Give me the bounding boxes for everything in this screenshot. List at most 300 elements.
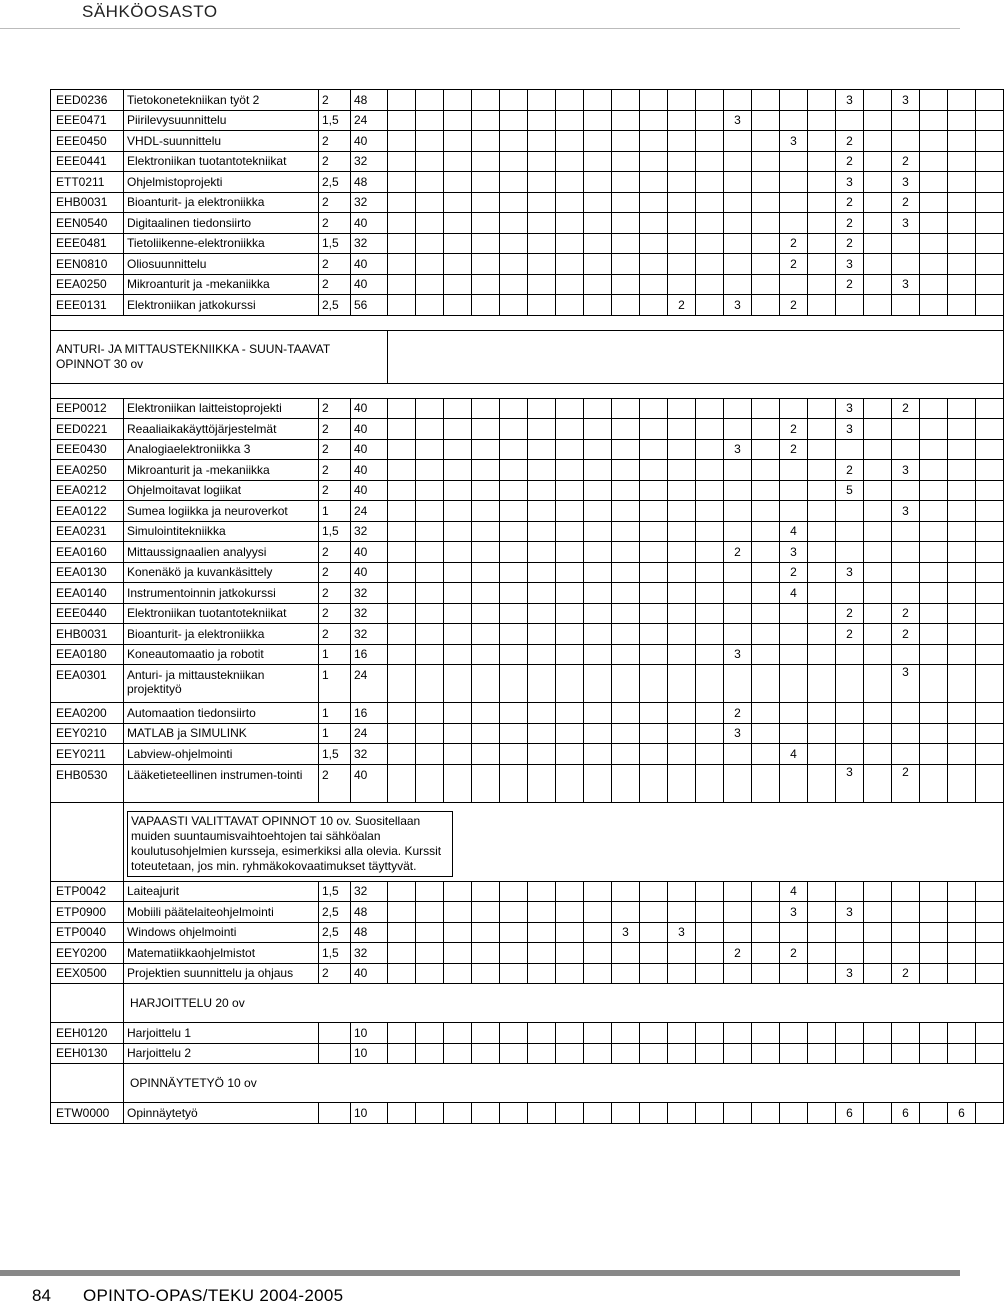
period-value [948, 703, 976, 724]
note-cell [124, 802, 1004, 881]
period-value [724, 963, 752, 984]
empty-cell [528, 1023, 556, 1044]
period-value [500, 562, 528, 583]
period-value: 2 [780, 439, 808, 460]
table-row [51, 460, 1004, 481]
empty-cell [976, 192, 1004, 213]
empty-cell [388, 665, 416, 703]
period-value [612, 521, 640, 542]
empty-cell [584, 562, 612, 583]
empty-cell [528, 963, 556, 984]
empty-cell [640, 922, 668, 943]
empty-cell [640, 254, 668, 275]
footer-band [0, 1270, 960, 1276]
empty-cell [472, 644, 500, 665]
course-code: EEE0430 [51, 439, 124, 460]
empty-cell [388, 151, 416, 172]
course-code: EEA0250 [51, 274, 124, 295]
empty-cell [808, 744, 836, 765]
empty-cell [528, 254, 556, 275]
empty-cell [584, 110, 612, 131]
period-value [836, 644, 864, 665]
empty-cell [752, 562, 780, 583]
empty-cell [416, 644, 444, 665]
empty-cell [920, 398, 948, 419]
course-code: EEY0210 [51, 723, 124, 744]
period-value [612, 1043, 640, 1064]
empty-cell [584, 963, 612, 984]
empty-cell [416, 963, 444, 984]
period-value [500, 665, 528, 703]
empty-cell [528, 213, 556, 234]
empty-cell [528, 922, 556, 943]
empty-cell [444, 439, 472, 460]
period-value [836, 501, 864, 522]
period-value: 2 [836, 213, 864, 234]
course-code: EEA0130 [51, 562, 124, 583]
period-value [500, 233, 528, 254]
course-name: Mikroanturit ja -mekaniikka [124, 460, 319, 481]
period-value [836, 665, 864, 703]
table-row [51, 624, 1004, 645]
period-value [780, 172, 808, 193]
empty-cell [976, 723, 1004, 744]
empty-cell [472, 439, 500, 460]
empty-cell [528, 603, 556, 624]
empty-cell [976, 1103, 1004, 1124]
empty-cell [976, 295, 1004, 316]
empty-cell [444, 764, 472, 802]
course-name: Instrumentoinnin jatkokurssi [124, 583, 319, 604]
empty-cell [920, 665, 948, 703]
period-value [892, 644, 920, 665]
course-hours: 40 [351, 254, 388, 275]
empty-cell [920, 922, 948, 943]
empty-cell [528, 460, 556, 481]
period-value [556, 665, 584, 703]
empty-cell [696, 501, 724, 522]
empty-cell [528, 151, 556, 172]
empty-cell [528, 501, 556, 522]
empty-cell [920, 151, 948, 172]
empty-cell [472, 922, 500, 943]
table-row [51, 521, 1004, 542]
empty-cell [584, 90, 612, 111]
empty-cell [472, 295, 500, 316]
course-hours: 40 [351, 398, 388, 419]
period-value [724, 172, 752, 193]
section-title: SÄHKÖOSASTO [82, 2, 218, 21]
spacer-cell [51, 315, 1004, 330]
empty-cell [584, 583, 612, 604]
empty-cell [808, 213, 836, 234]
sub-heading-cell [124, 984, 1004, 1023]
course-hours: 48 [351, 90, 388, 111]
empty-cell [584, 542, 612, 563]
empty-cell [388, 1023, 416, 1044]
table-row [51, 151, 1004, 172]
period-value [500, 295, 528, 316]
empty-cell [696, 233, 724, 254]
period-value [948, 943, 976, 964]
period-value [500, 764, 528, 802]
period-value [836, 583, 864, 604]
period-value [612, 501, 640, 522]
empty-cell [808, 881, 836, 902]
period-value: 2 [780, 943, 808, 964]
period-value [948, 439, 976, 460]
empty-cell [584, 764, 612, 802]
empty-cell [864, 902, 892, 923]
period-value [780, 703, 808, 724]
period-value [668, 213, 696, 234]
empty-cell [416, 213, 444, 234]
empty-cell [444, 744, 472, 765]
empty-cell [864, 624, 892, 645]
course-hours: 40 [351, 764, 388, 802]
period-value [892, 131, 920, 152]
empty-cell [696, 881, 724, 902]
period-value [948, 521, 976, 542]
period-value [724, 460, 752, 481]
empty-cell [752, 254, 780, 275]
period-value [724, 665, 752, 703]
empty-cell [584, 881, 612, 902]
empty-cell [528, 1103, 556, 1124]
course-hours: 10 [351, 1103, 388, 1124]
empty-cell [808, 460, 836, 481]
empty-cell [472, 521, 500, 542]
period-value [948, 213, 976, 234]
empty-cell [528, 583, 556, 604]
period-value [556, 1043, 584, 1064]
period-value [556, 151, 584, 172]
empty-cell [528, 419, 556, 440]
period-value [500, 172, 528, 193]
empty-cell [584, 703, 612, 724]
empty-cell [388, 90, 416, 111]
empty-cell [640, 439, 668, 460]
empty-cell [444, 723, 472, 744]
period-value [612, 233, 640, 254]
empty-cell [808, 131, 836, 152]
course-credits: 1 [319, 501, 351, 522]
course-hours: 40 [351, 480, 388, 501]
empty-cell [640, 233, 668, 254]
empty-cell [752, 501, 780, 522]
empty-cell [752, 151, 780, 172]
period-value: 6 [836, 1103, 864, 1124]
empty-cell [752, 274, 780, 295]
period-value [500, 1023, 528, 1044]
empty-cell [584, 172, 612, 193]
period-value: 2 [668, 295, 696, 316]
period-value [668, 562, 696, 583]
table-row [51, 583, 1004, 604]
empty-cell [416, 460, 444, 481]
period-value [892, 254, 920, 275]
period-value [892, 723, 920, 744]
empty-cell [528, 624, 556, 645]
empty-cell [388, 744, 416, 765]
period-value [556, 603, 584, 624]
empty-cell [388, 562, 416, 583]
empty-cell [696, 398, 724, 419]
empty-cell [584, 233, 612, 254]
period-value: 2 [892, 624, 920, 645]
empty-cell [920, 764, 948, 802]
empty-cell [752, 542, 780, 563]
period-value: 3 [724, 644, 752, 665]
empty-cell [416, 1103, 444, 1124]
table-row [51, 90, 1004, 111]
empty-cell [696, 723, 724, 744]
course-credits: 2 [319, 274, 351, 295]
empty-cell [808, 723, 836, 744]
period-value [556, 419, 584, 440]
period-value [612, 398, 640, 419]
period-value [612, 963, 640, 984]
period-value [948, 665, 976, 703]
period-value [724, 922, 752, 943]
table-row [51, 480, 1004, 501]
period-value [500, 254, 528, 275]
empty-cell [640, 398, 668, 419]
empty-cell [752, 295, 780, 316]
period-value [724, 583, 752, 604]
period-value [668, 703, 696, 724]
period-value [612, 460, 640, 481]
course-credits: 2 [319, 192, 351, 213]
empty-cell [444, 521, 472, 542]
table-row [51, 603, 1004, 624]
empty-cell [584, 419, 612, 440]
period-value: 3 [892, 213, 920, 234]
period-value [500, 603, 528, 624]
empty-cell [640, 90, 668, 111]
period-value [556, 480, 584, 501]
table-row [51, 963, 1004, 984]
period-value: 2 [780, 419, 808, 440]
period-value [724, 902, 752, 923]
course-hours: 48 [351, 922, 388, 943]
course-name: Harjoittelu 1 [124, 1023, 319, 1044]
empty-cell [808, 439, 836, 460]
period-value [668, 583, 696, 604]
course-code: EEA0122 [51, 501, 124, 522]
empty-cell [416, 172, 444, 193]
course-name: Analogiaelektroniikka 3 [124, 439, 319, 460]
empty-cell [696, 213, 724, 234]
empty-cell [416, 881, 444, 902]
empty-cell [528, 764, 556, 802]
period-value [500, 398, 528, 419]
period-value [780, 1043, 808, 1064]
empty-cell [976, 439, 1004, 460]
empty-cell [444, 254, 472, 275]
table-row [51, 192, 1004, 213]
empty-cell [416, 480, 444, 501]
empty-cell [444, 703, 472, 724]
period-value: 2 [836, 233, 864, 254]
period-value [556, 274, 584, 295]
empty-cell [976, 922, 1004, 943]
period-value [780, 603, 808, 624]
period-value: 3 [780, 542, 808, 563]
period-value [668, 172, 696, 193]
period-value [724, 254, 752, 275]
section-anturi [51, 330, 1004, 383]
course-code: EEH0120 [51, 1023, 124, 1044]
period-value [668, 439, 696, 460]
period-value [948, 922, 976, 943]
empty-cell [920, 881, 948, 902]
empty-cell [696, 624, 724, 645]
course-code: EEA0231 [51, 521, 124, 542]
header-divider [0, 28, 960, 29]
course-credits: 2,5 [319, 922, 351, 943]
course-code: EEA0140 [51, 583, 124, 604]
course-name: Anturi- ja mittaustekniikan projektityö [124, 665, 319, 703]
empty-cell [752, 764, 780, 802]
empty-cell [976, 902, 1004, 923]
period-value [780, 922, 808, 943]
period-value [612, 131, 640, 152]
course-code: EHB0530 [51, 764, 124, 802]
course-hours: 56 [351, 295, 388, 316]
course-name: Matematiikkaohjelmistot [124, 943, 319, 964]
empty-cell [640, 562, 668, 583]
course-credits: 2,5 [319, 172, 351, 193]
period-value [780, 1023, 808, 1044]
empty-cell [472, 583, 500, 604]
period-value [612, 172, 640, 193]
period-value [500, 439, 528, 460]
empty-cell [696, 583, 724, 604]
empty-cell [528, 902, 556, 923]
table-row [51, 1103, 1004, 1124]
course-hours: 48 [351, 172, 388, 193]
course-code: ETP0900 [51, 902, 124, 923]
empty-cell [752, 233, 780, 254]
period-value: 2 [892, 192, 920, 213]
period-value [612, 902, 640, 923]
period-value: 3 [612, 922, 640, 943]
empty-cell [696, 764, 724, 802]
empty-cell [472, 90, 500, 111]
course-hours: 48 [351, 902, 388, 923]
table-row [51, 233, 1004, 254]
period-value [556, 254, 584, 275]
empty-cell [752, 90, 780, 111]
period-value [612, 295, 640, 316]
empty-cell [640, 943, 668, 964]
empty-cell [696, 943, 724, 964]
table-row [51, 744, 1004, 765]
empty-cell [752, 460, 780, 481]
table-row [51, 922, 1004, 943]
empty-cell [444, 881, 472, 902]
empty-cell [388, 131, 416, 152]
period-value [500, 501, 528, 522]
period-value [948, 562, 976, 583]
period-value: 2 [836, 624, 864, 645]
empty-cell [416, 624, 444, 645]
empty-cell [640, 902, 668, 923]
period-value: 2 [836, 460, 864, 481]
empty-cell [416, 131, 444, 152]
empty-cell [528, 665, 556, 703]
period-value [500, 131, 528, 152]
course-credits: 1,5 [319, 881, 351, 902]
empty-cell [920, 521, 948, 542]
period-value: 3 [724, 110, 752, 131]
period-value [556, 1103, 584, 1124]
period-value [724, 480, 752, 501]
empty-cell [388, 542, 416, 563]
empty-cell [416, 1023, 444, 1044]
course-code: EEE0450 [51, 131, 124, 152]
empty-cell [976, 151, 1004, 172]
empty-cell [388, 192, 416, 213]
period-value [668, 274, 696, 295]
period-value [724, 521, 752, 542]
empty-cell [528, 881, 556, 902]
empty-cell [528, 943, 556, 964]
period-value [500, 644, 528, 665]
course-hours: 32 [351, 233, 388, 254]
empty-cell [388, 644, 416, 665]
course-code: ETT0211 [51, 172, 124, 193]
section-heading: OPINNÄYTETYÖ 10 ov [130, 1076, 257, 1090]
period-value: 6 [892, 1103, 920, 1124]
course-table [50, 89, 1004, 1124]
period-value [948, 398, 976, 419]
empty-cell [640, 480, 668, 501]
empty-cell [528, 439, 556, 460]
empty-cell [752, 398, 780, 419]
empty-cell [920, 562, 948, 583]
empty-cell [444, 1023, 472, 1044]
period-value [556, 1023, 584, 1044]
period-value [724, 131, 752, 152]
course-code: EEA0180 [51, 644, 124, 665]
period-value [500, 963, 528, 984]
period-value: 3 [780, 131, 808, 152]
section-heading: ANTURI- JA MITTAUSTEKNIIKKA - SUUN-TAAVAT OPINNOT 30 ov [51, 330, 388, 383]
period-value [892, 233, 920, 254]
empty-cell [416, 542, 444, 563]
spacer-row [51, 315, 1004, 330]
period-value [948, 963, 976, 984]
course-name: Windows ohjelmointi [124, 922, 319, 943]
period-value [500, 902, 528, 923]
empty-cell [584, 254, 612, 275]
empty-cell [472, 254, 500, 275]
table-row [51, 295, 1004, 316]
empty-cell [416, 723, 444, 744]
empty-cell [864, 603, 892, 624]
period-value: 3 [836, 419, 864, 440]
empty-cell [416, 922, 444, 943]
period-value [668, 110, 696, 131]
empty-cell [808, 233, 836, 254]
empty-cell [640, 542, 668, 563]
empty-cell [808, 922, 836, 943]
period-value [836, 943, 864, 964]
empty-cell [472, 764, 500, 802]
course-code: EEA0160 [51, 542, 124, 563]
